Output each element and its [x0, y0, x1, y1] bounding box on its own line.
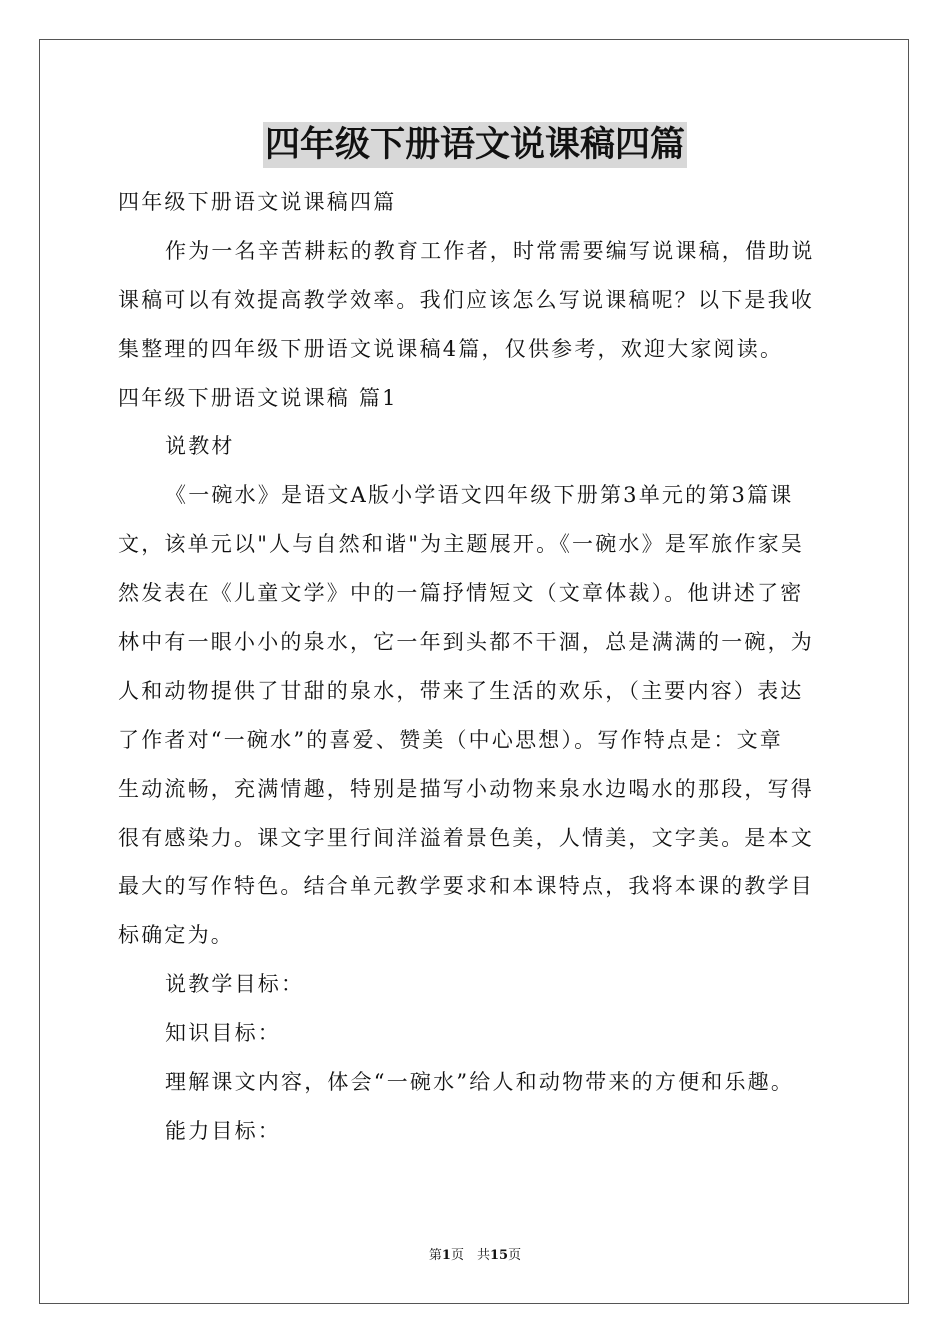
footer-prefix: 第: [428, 1248, 442, 1263]
body-line: 标确定为。: [118, 923, 234, 948]
footer-suffix: 页: [508, 1248, 522, 1263]
body-line: 说教材: [165, 434, 235, 459]
page-footer: [0, 1247, 950, 1265]
body-line: 生动流畅，充满情趣，特别是描写小动物来泉水边喝水的那段，写得: [118, 776, 814, 801]
body-line: 很有感染力。课文字里行间洋溢着景色美，人情美，文字美。是本文: [118, 825, 814, 850]
body-line: 作为一名辛苦耕耘的教育工作者，时常需要编写说课稿，借助说: [165, 238, 815, 263]
body-line: 最大的写作特色。结合单元教学要求和本课特点，我将本课的教学目: [118, 874, 814, 899]
document-body: [118, 178, 834, 1156]
body-line: 四年级下册语文说课稿 篇1: [118, 385, 398, 410]
body-line: 《一碗水》是语文A版小学语文四年级下册第3单元的第3篇课: [165, 483, 794, 508]
body-line: 四年级下册语文说课稿四篇: [118, 190, 397, 214]
body-line: 人和动物提供了甘甜的泉水，带来了生活的欢乐，（主要内容）表达: [118, 678, 804, 703]
body-line: 能力目标：: [165, 1118, 281, 1143]
body-line: 说教学目标：: [165, 972, 305, 997]
body-line: 了作者对“一碗水”的喜爱、赞美（中心思想）。写作特点是：文章: [118, 727, 783, 752]
body-line: 课稿可以有效提高教学效率。我们应该怎么写说课稿呢？以下是我收: [118, 287, 814, 312]
body-line: 文，该单元以"人与自然和谐"为主题展开。《一碗水》是军旅作家吴: [118, 532, 805, 557]
footer-mid: 页 共: [450, 1248, 490, 1263]
body-line: 然发表在《儿童文学》中的一篇抒情短文（文章体裁）。他讲述了密: [118, 581, 804, 606]
body-line: 集整理的四年级下册语文说课稿4篇，仅供参考，欢迎大家阅读。: [118, 336, 784, 361]
body-line: 知识目标：: [165, 1021, 281, 1046]
document-title: 四年级下册语文说课稿四篇: [263, 122, 687, 168]
body-line: 理解课文内容，体会“一碗水”给人和动物带来的方便和乐趣。: [165, 1070, 795, 1095]
title-wrap: [0, 122, 950, 168]
footer-total-pages: 15: [489, 1248, 509, 1263]
body-line: 林中有一眼小小的泉水，它一年到头都不干涸，总是满满的一碗，为: [118, 630, 814, 655]
footer-current-page: 1: [441, 1248, 451, 1263]
